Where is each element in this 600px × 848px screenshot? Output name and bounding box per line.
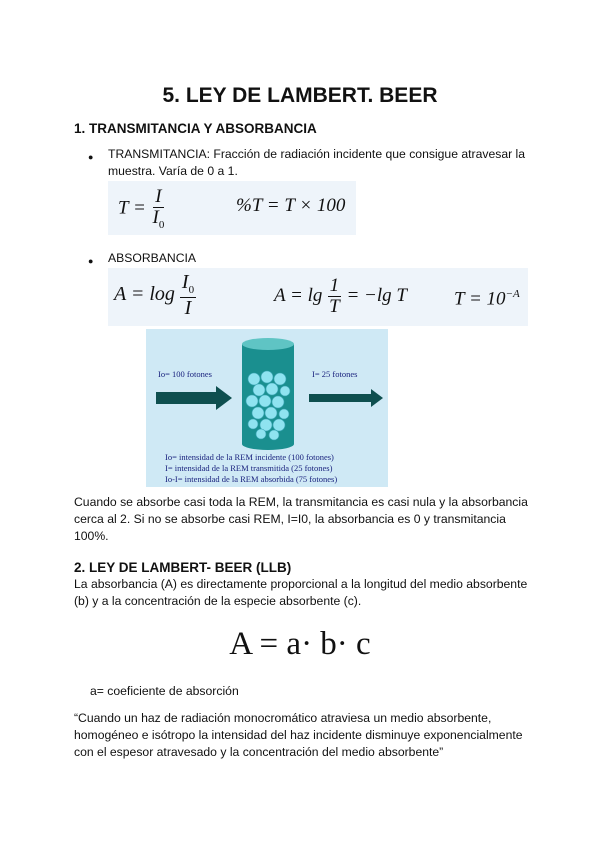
legend-transmitted: I= intensidad de la REM transmitida (25 fotones) [165,463,333,473]
bullet-absorbancia: ABSORBANCIA [108,251,197,265]
formula-t-lhs: T = [118,197,146,219]
paragraph-line2: cerca al 2. Si no se absorbe casi REM, I=I0, la absorbancia es 0 y transmitancia [74,512,506,526]
section-heading-transmitancia: 1. TRANSMITANCIA Y ABSORBANCIA [74,121,317,136]
formula-t-den: I [152,206,159,228]
formula-transmitance-box [108,181,356,235]
formula-absorbance-log [114,272,196,319]
bullet-transmitancia-line2: muestra. Varía de 0 a 1. [108,164,238,178]
formula-a-lhs: A = log [114,282,175,305]
section-heading-llb: 2. LEY DE LAMBERT- BEER (LLB) [74,560,292,575]
quote-llb [74,710,544,761]
bullet-transmitancia [108,146,548,180]
formula-t2-lhs: T = 10 [454,288,506,310]
formula-transmitance [118,187,166,231]
formula-a-num-sub: 0 [188,284,195,296]
formula-t-num: I [155,186,162,207]
transmitted-label: I= 25 fotones [312,369,358,379]
incident-arrow-icon [156,386,232,410]
paragraph-line1: Cuando se absorbe casi toda la REM, la transmitancia es casi nula y la absorbancia [74,495,528,509]
formula-t-power [454,288,520,310]
formula-a2-rhs: = −lg T [346,284,407,306]
formula-a-den: I [184,296,192,319]
paragraph-absorbance-note [74,494,534,545]
formula-percent-t: %T = T × 100 [236,195,346,216]
paragraph-llb-line1: La absorbancia (A) es directamente proporcional a la longitud del medio absorbente [74,577,528,591]
bullet-icon: ● [88,152,94,162]
paragraph-line3: 100%. [74,529,109,543]
legend-incident: Io= intensidad de la REM incidente (100 fotones) [165,452,334,462]
formula-llb: A = a· b· c [229,626,371,662]
paragraph-llb [74,576,534,610]
incident-label: Io= 100 fotones [158,369,212,379]
formula-t2-exp: −A [505,288,520,300]
formula-a2-num: 1 [329,275,340,296]
page-title: 5. LEY DE LAMBERT. BEER [162,84,438,107]
legend-absorbed: Io-I= intensidad de la REM absorbida (75 fotones) [165,474,338,484]
bullet-icon: ● [88,256,94,266]
formula-a2-lhs: A = lg [274,284,323,306]
transmitted-arrow-icon [309,389,383,407]
absorption-diagram [146,329,388,487]
absorption-diagram-svg [146,329,388,487]
quote-line2: homogéneo e isótropo la intensidad del haz incidente disminuye exponencialmente [74,728,523,742]
bullet-transmitancia-line1: TRANSMITANCIA: Fracción de radiación incidente que consigue atravesar la [108,147,526,161]
formula-absorbance-lg [274,276,407,317]
formula-absorbance-box [108,268,528,326]
paragraph-llb-line2: (b) y a la concentración de la especie absorbente (c). [74,594,362,608]
definition-absorption-coefficient: a= coeficiente de absorción [90,684,239,698]
quote-line1: “Cuando un haz de radiación monocromático atraviesa un medio absorbente, [74,711,492,725]
formula-t-den-sub: 0 [158,218,165,231]
quote-line3: con el espesor atravesado y la concentración del medio absorbente” [74,745,444,759]
formula-a2-den: T [329,295,340,317]
formula-a-num: I [181,271,189,293]
